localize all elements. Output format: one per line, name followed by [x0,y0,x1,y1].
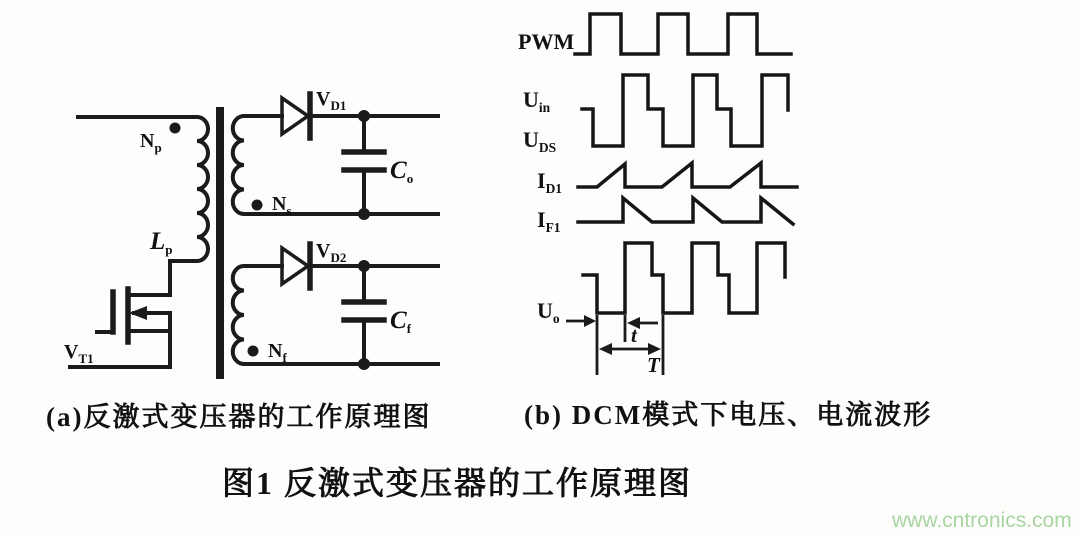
uo-trace [583,243,785,313]
pwm-trace [575,14,791,54]
figure-title: 图1 反激式变压器的工作原理图 [222,465,693,501]
caption-a: (a)反激式变压器的工作原理图 [46,402,432,432]
waveform-panel [518,14,797,377]
mosfet-arrow [129,306,147,320]
vd2-label: $V_{D2}$ [316,240,347,265]
vt1-label: $V_{T1}$ [64,341,94,366]
id1-label: $I_{D1}$ [537,168,563,196]
phase-dot-nf [248,346,259,357]
junction-dot [358,208,370,220]
uin-label: $U_{in}$ [523,87,551,115]
co-label: $C_o$ [390,157,414,186]
T-label: T [647,353,660,377]
diode-vd2 [282,248,308,284]
transformer-core [216,107,224,379]
ns-label: $N_s$ [272,193,292,218]
caption-b: (b) DCM模式下电压、电流波形 [524,400,933,430]
watermark: www.cntronics.com [892,509,1072,532]
uo-label: $U_o$ [537,298,560,326]
diode-vd1 [282,98,308,134]
junction-dot [358,358,370,370]
if1-label: $I_{F1}$ [537,207,561,235]
capacitor-co [344,116,384,214]
T-arrowhead-left [599,343,612,355]
lp-label: $L_p$ [150,228,173,257]
phase-dot-ns [252,200,263,211]
vd1-label: $V_{D1}$ [316,88,347,113]
uds-trace [582,75,788,146]
secondary-winding-nf [233,266,438,364]
if1-trace [578,198,793,224]
uo-arrowhead [584,315,596,327]
id1-trace [578,163,797,187]
secondary-winding-ns [233,116,438,214]
junction-dot [358,110,370,122]
cf-label: $C_f$ [390,307,412,336]
np-label: $N_p$ [140,130,162,155]
junction-dot [358,260,370,272]
t-label: t [631,323,637,347]
circuit-a [64,88,438,379]
phase-dot-np [170,123,181,134]
nf-label: $N_f$ [268,340,287,365]
capacitor-cf [344,266,384,364]
uds-label: $U_{DS}$ [523,127,557,155]
pwm-label: PWM [518,29,575,54]
